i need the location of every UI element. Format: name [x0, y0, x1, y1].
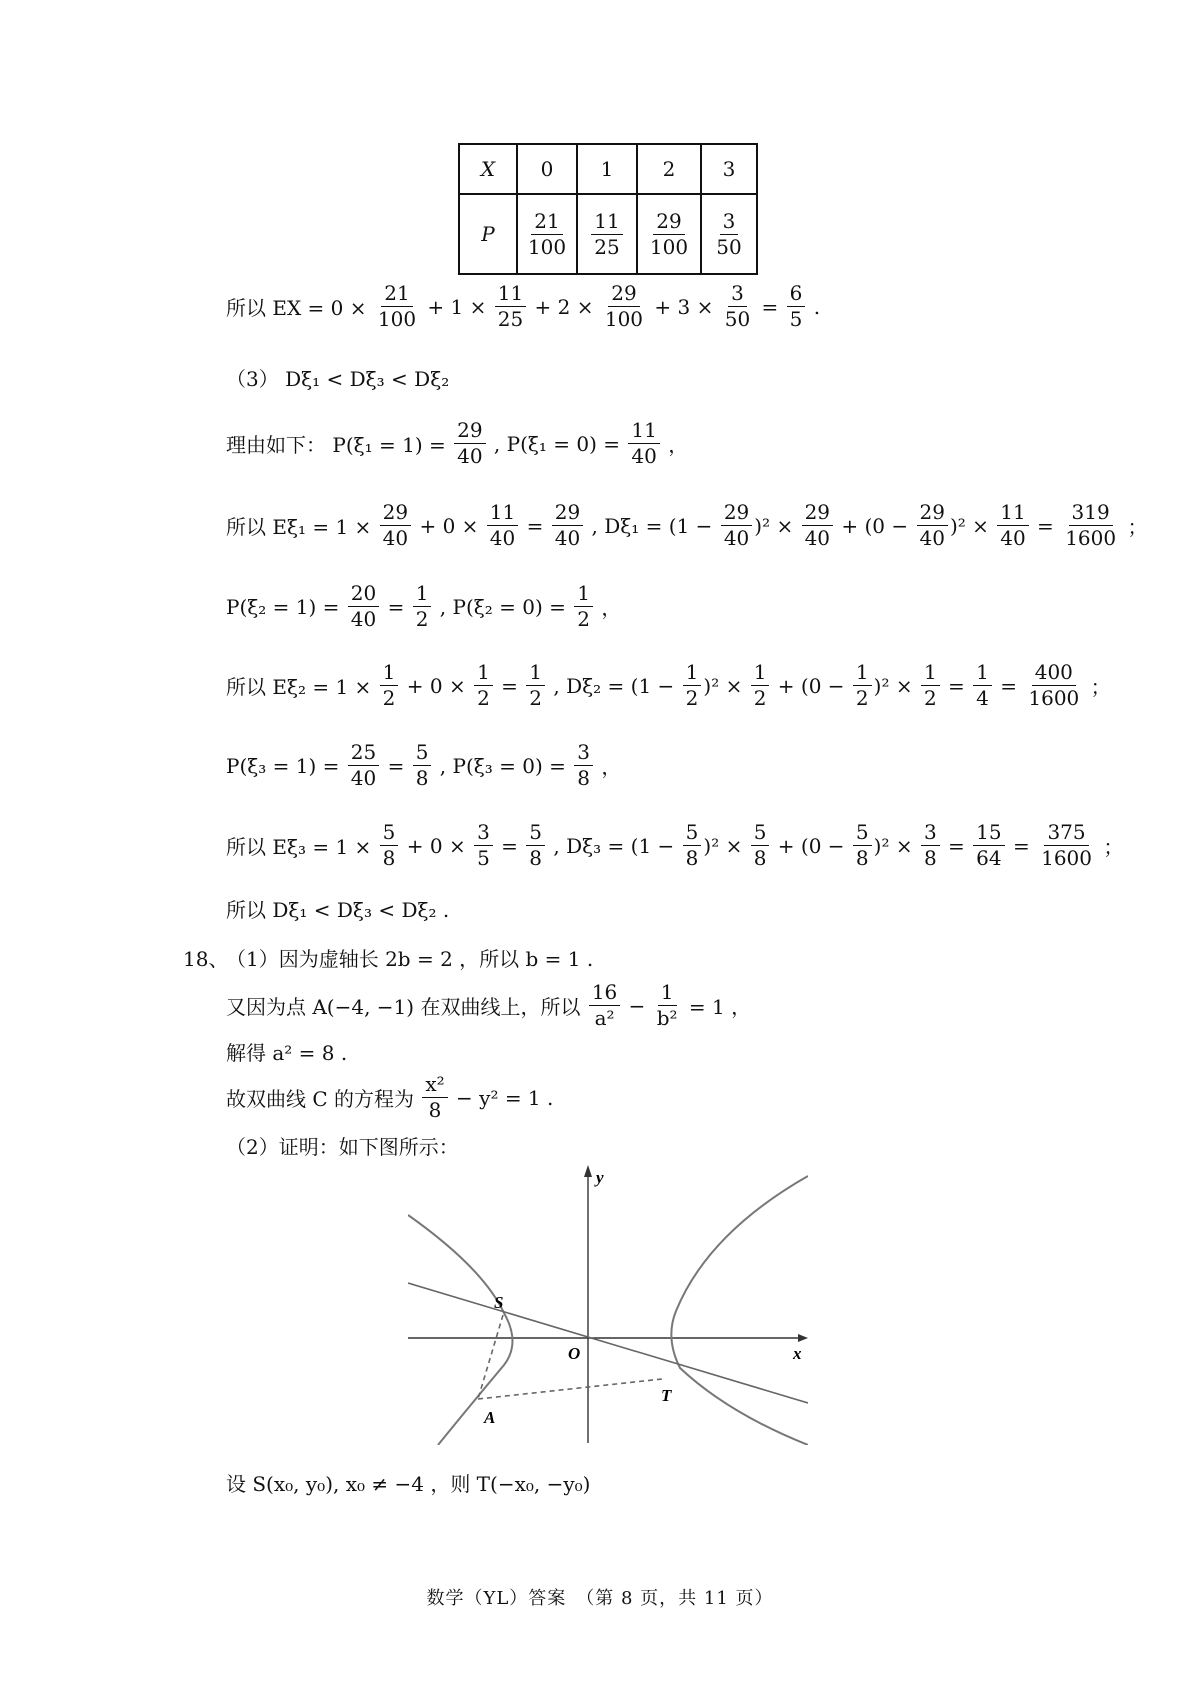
fraction-numerator: 3 [720, 211, 739, 235]
table-cell [701, 194, 757, 274]
text-run: + 0 × [413, 513, 485, 538]
label-a: A [484, 1408, 496, 1427]
fraction-denominator: 50 [716, 234, 742, 259]
text-run: 所以 Eξ₂ = 1 × [226, 675, 378, 699]
text-run: 故双曲线 C 的方程为 [226, 1087, 421, 1111]
fraction-denominator: 8 [753, 846, 767, 870]
fraction-denominator: 2 [753, 686, 767, 710]
fraction [375, 283, 419, 330]
fraction-numerator: 3 [574, 742, 593, 766]
p2-line [226, 583, 621, 630]
fraction-numerator: 11 [591, 211, 622, 235]
fraction-denominator: 2 [415, 607, 429, 631]
text-run: P(ξ₃ = 1) = [226, 753, 346, 778]
segment-at [478, 1379, 662, 1399]
fraction-numerator: 11 [495, 283, 526, 307]
table-cell [577, 194, 637, 274]
text-run: = [941, 673, 972, 698]
fraction [721, 502, 752, 549]
fraction [474, 822, 493, 869]
fraction [525, 208, 569, 259]
fraction-denominator: 64 [976, 846, 1002, 870]
fraction-denominator: 100 [604, 307, 644, 331]
text-run: ； [1121, 515, 1148, 539]
fraction-denominator: 100 [377, 307, 417, 331]
label-t: T [661, 1386, 672, 1405]
text-run: + 0 × [400, 833, 473, 858]
fraction-numerator: 21 [381, 283, 412, 307]
p3-line [226, 742, 621, 789]
text-run: 所以 Eξ₁ = 1 × [226, 515, 378, 539]
label-x: x [793, 1344, 802, 1363]
fraction-numerator: 1 [973, 662, 992, 686]
fraction-numerator: 375 [1044, 822, 1088, 846]
table-cell: 3 [701, 144, 757, 194]
fraction [997, 502, 1028, 549]
fraction [917, 502, 948, 549]
fraction [654, 982, 681, 1029]
fraction-numerator: 25 [348, 742, 379, 766]
fraction-denominator: 2 [529, 686, 543, 710]
text-run: )² × [754, 513, 800, 538]
table-cell: 2 [637, 144, 701, 194]
text-run: , Dξ₁ = (1 − [585, 513, 719, 538]
label-s: S [494, 1293, 504, 1312]
fraction [380, 502, 411, 549]
fraction-numerator: 1 [526, 662, 545, 686]
text-run: )² × [873, 673, 919, 698]
fraction-denominator: 8 [685, 846, 699, 870]
q18-point-line [226, 982, 751, 1029]
text-run: = [755, 294, 785, 319]
fraction-numerator: 5 [683, 822, 702, 846]
fraction-denominator: 2 [923, 686, 937, 710]
fraction-denominator: 1600 [1065, 526, 1117, 550]
fraction-denominator: 5 [477, 846, 490, 870]
e1-line [226, 502, 1147, 549]
fraction [380, 822, 399, 869]
text-run: , P(ξ₃ = 0) = [433, 753, 573, 778]
text-run: + 1 × [421, 294, 493, 319]
fraction-denominator: 100 [649, 234, 689, 259]
fraction [526, 662, 545, 709]
fraction [348, 583, 379, 630]
text-run: P(ξ₂ = 1) = [226, 594, 346, 619]
text-run: 设 S(x₀, y₀), x₀ ≠ −4 ，则 T(−x₀, −y₀) [226, 1472, 591, 1496]
fraction-denominator: 1600 [1028, 686, 1080, 710]
fraction-denominator: 2 [382, 686, 396, 710]
fraction [921, 822, 940, 869]
fraction-numerator: 29 [721, 502, 752, 526]
fraction-numerator: 3 [474, 822, 493, 846]
fraction [973, 822, 1004, 869]
fraction [602, 283, 646, 330]
setup-line [226, 1468, 590, 1497]
text-run: 所以 EX = 0 × [226, 296, 373, 320]
fraction-denominator: 5 [789, 307, 803, 331]
fraction-denominator: 50 [724, 307, 751, 331]
text-run: （2）证明：如下图所示： [226, 1135, 459, 1159]
fraction [628, 420, 659, 467]
label-o: O [568, 1344, 581, 1363]
fraction-denominator: 25 [497, 307, 524, 331]
table-cell [637, 194, 701, 274]
fraction-denominator: 8 [415, 766, 429, 790]
fraction-denominator: 40 [919, 526, 945, 550]
fraction [853, 662, 872, 709]
fraction-numerator: 319 [1069, 502, 1113, 526]
fraction [574, 583, 593, 630]
fraction [526, 822, 545, 869]
e3-line [226, 822, 1123, 869]
text-run: 又因为点 A(−4, −1) 在双曲线上，所以 [226, 995, 587, 1019]
table-cell: P [459, 194, 517, 274]
fraction [683, 662, 702, 709]
fraction [589, 982, 620, 1029]
text-run: + (0 − [771, 673, 851, 698]
fraction-numerator: 1 [683, 662, 702, 686]
fraction [1062, 502, 1119, 549]
fraction-numerator: 20 [348, 583, 379, 607]
fraction-denominator: 2 [577, 607, 591, 631]
fraction-denominator: 40 [489, 526, 516, 550]
q18-equation-line [226, 1074, 553, 1121]
fraction-denominator: 8 [855, 846, 869, 870]
text-run: = [1030, 513, 1061, 538]
fraction-numerator: x² [422, 1074, 447, 1098]
fraction [454, 420, 485, 467]
text-run: , P(ξ₂ = 0) = [433, 594, 573, 619]
fraction-numerator: 11 [628, 420, 659, 444]
fraction-numerator: 3 [921, 822, 940, 846]
text-run: = [494, 673, 525, 698]
fraction-denominator: 40 [804, 526, 831, 550]
fraction-numerator: 5 [751, 822, 770, 846]
fraction-numerator: 1 [658, 982, 677, 1006]
fraction-denominator: 2 [855, 686, 869, 710]
fraction-denominator: 40 [350, 607, 377, 631]
fraction [921, 662, 940, 709]
text-run: + 0 × [400, 673, 473, 698]
fraction-numerator: 11 [487, 502, 518, 526]
text-run: )² × [873, 833, 919, 858]
fraction-numerator: 29 [380, 502, 411, 526]
fraction [380, 662, 399, 709]
fraction [1025, 662, 1082, 709]
fraction-numerator: 29 [454, 420, 485, 444]
text-run: （3） Dξ₁ < Dξ₃ < Dξ₂ [226, 367, 450, 391]
text-run: )² × [703, 673, 749, 698]
fraction [413, 742, 432, 789]
fraction-numerator: 29 [653, 211, 684, 235]
fraction-denominator: 2 [685, 686, 699, 710]
hyperbola-figure [408, 1163, 808, 1445]
text-run: , Dξ₃ = (1 − [547, 833, 681, 858]
text-run: = [381, 594, 411, 619]
fraction-numerator: 29 [802, 502, 833, 526]
segment-sa [478, 1315, 503, 1399]
fraction-numerator: 5 [413, 742, 432, 766]
left-branch [408, 1215, 513, 1445]
fraction [487, 502, 518, 549]
text-run: − [622, 993, 652, 1018]
fraction-numerator: 1 [751, 662, 770, 686]
text-run: ； [1084, 675, 1111, 699]
q18-part2-line [226, 1131, 459, 1160]
fraction [853, 822, 872, 869]
fraction [751, 662, 770, 709]
fraction-numerator: 5 [380, 822, 399, 846]
fraction-numerator: 21 [531, 211, 562, 235]
fraction [802, 502, 833, 549]
text-run: . [807, 294, 821, 319]
q18-part1-line [226, 943, 593, 972]
fraction-denominator: 8 [529, 846, 543, 870]
distribution-table [458, 143, 758, 275]
fraction-denominator: 40 [631, 444, 657, 468]
text-run: = [1006, 833, 1037, 858]
fraction-denominator: 40 [457, 444, 483, 468]
fraction [751, 822, 770, 869]
text-run: = [941, 833, 972, 858]
y-axis-arrow [584, 1165, 592, 1177]
table-prob-row [459, 194, 757, 274]
text-run: 所以 Eξ₃ = 1 × [226, 835, 378, 859]
fraction-denominator: 4 [976, 686, 989, 710]
fraction [474, 662, 493, 709]
text-run: ； [1097, 835, 1124, 859]
fraction-numerator: 5 [853, 822, 872, 846]
fraction-denominator: 100 [527, 234, 567, 259]
fraction [413, 583, 432, 630]
question-number: 18、 [183, 947, 229, 971]
x-axis-arrow [798, 1334, 808, 1342]
fraction-numerator: 29 [917, 502, 948, 526]
fraction-denominator: b² [656, 1006, 678, 1030]
fraction-numerator: 1 [853, 662, 872, 686]
fraction-denominator: 40 [723, 526, 750, 550]
right-branch [671, 1176, 808, 1445]
fraction-denominator: 2 [477, 686, 490, 710]
q18-solve-line [226, 1037, 347, 1066]
fraction [422, 1074, 447, 1121]
fraction [1038, 822, 1095, 869]
fraction-denominator: 8 [923, 846, 937, 870]
fraction-numerator: 400 [1032, 662, 1076, 686]
e2-line [226, 662, 1111, 709]
fraction [713, 208, 744, 259]
fraction-numerator: 11 [997, 502, 1028, 526]
text-run: + (0 − [771, 833, 851, 858]
fraction [552, 502, 583, 549]
fraction [591, 208, 622, 259]
table-cell: 1 [577, 144, 637, 194]
fraction-numerator: 1 [413, 583, 432, 607]
fraction-denominator: 1600 [1041, 846, 1092, 870]
fraction [787, 283, 806, 330]
text-run: 理由如下： P(ξ₁ = 1) = [226, 433, 453, 457]
text-run: = 1 ， [682, 995, 752, 1019]
fraction-numerator: 1 [380, 662, 399, 686]
fraction [348, 742, 379, 789]
text-run: 所以 Dξ₁ < Dξ₃ < Dξ₂ . [226, 898, 450, 922]
fraction-numerator: 16 [589, 982, 620, 1006]
fraction-denominator: 40 [382, 526, 409, 550]
fraction-numerator: 1 [474, 662, 493, 686]
fraction-denominator: 8 [577, 766, 591, 790]
conclusion-line [226, 894, 449, 923]
fraction-denominator: 40 [554, 526, 581, 550]
fraction [495, 283, 526, 330]
fraction-numerator: 1 [921, 662, 940, 686]
text-run: ， [595, 596, 622, 620]
expectation-line [226, 283, 820, 330]
text-run: + 3 × [648, 294, 720, 319]
fraction-denominator: 25 [594, 234, 620, 259]
fraction-denominator: 8 [382, 846, 396, 870]
text-run: = [381, 753, 411, 778]
text-run: ， [595, 755, 622, 779]
text-run: 解得 a² = 8 . [226, 1041, 348, 1065]
fraction [683, 822, 702, 869]
fraction-numerator: 29 [552, 502, 583, 526]
part3-heading [226, 363, 449, 392]
fraction-denominator: 40 [1000, 526, 1026, 550]
text-run: = [520, 513, 550, 538]
fraction [647, 208, 691, 259]
text-run: )² × [703, 833, 749, 858]
fraction-numerator: 3 [728, 283, 747, 307]
text-run: = [494, 833, 525, 858]
table-cell: X [459, 144, 517, 194]
fraction-denominator: 40 [350, 766, 377, 790]
text-run: = [993, 673, 1024, 698]
fraction-numerator: 1 [574, 583, 593, 607]
text-run: )² × [949, 513, 996, 538]
text-run: − y² = 1 . [449, 1085, 554, 1110]
reason-line [226, 420, 688, 467]
fraction-numerator: 29 [608, 283, 639, 307]
text-run: + (0 − [835, 513, 915, 538]
fraction-denominator: 8 [428, 1098, 442, 1122]
table-header-row [459, 144, 757, 194]
text-run: （1）因为虚轴长 2b = 2 ，所以 b = 1 . [226, 947, 594, 971]
table-cell [517, 194, 577, 274]
fraction-numerator: 5 [526, 822, 545, 846]
fraction [574, 742, 593, 789]
fraction-numerator: 6 [787, 283, 806, 307]
fraction [722, 283, 753, 330]
text-run: , Dξ₂ = (1 − [547, 673, 681, 698]
page-footer: 数学（YL）答案 （第 8 页，共 11 页） [426, 1588, 774, 1609]
text-run: ， [661, 433, 689, 457]
text-run: + 2 × [528, 294, 600, 319]
label-y: y [596, 1168, 604, 1187]
fraction [973, 662, 992, 709]
table-cell: 0 [517, 144, 577, 194]
fraction-numerator: 15 [973, 822, 1004, 846]
text-run: , P(ξ₁ = 0) = [487, 431, 627, 456]
fraction-denominator: a² [594, 1006, 615, 1030]
